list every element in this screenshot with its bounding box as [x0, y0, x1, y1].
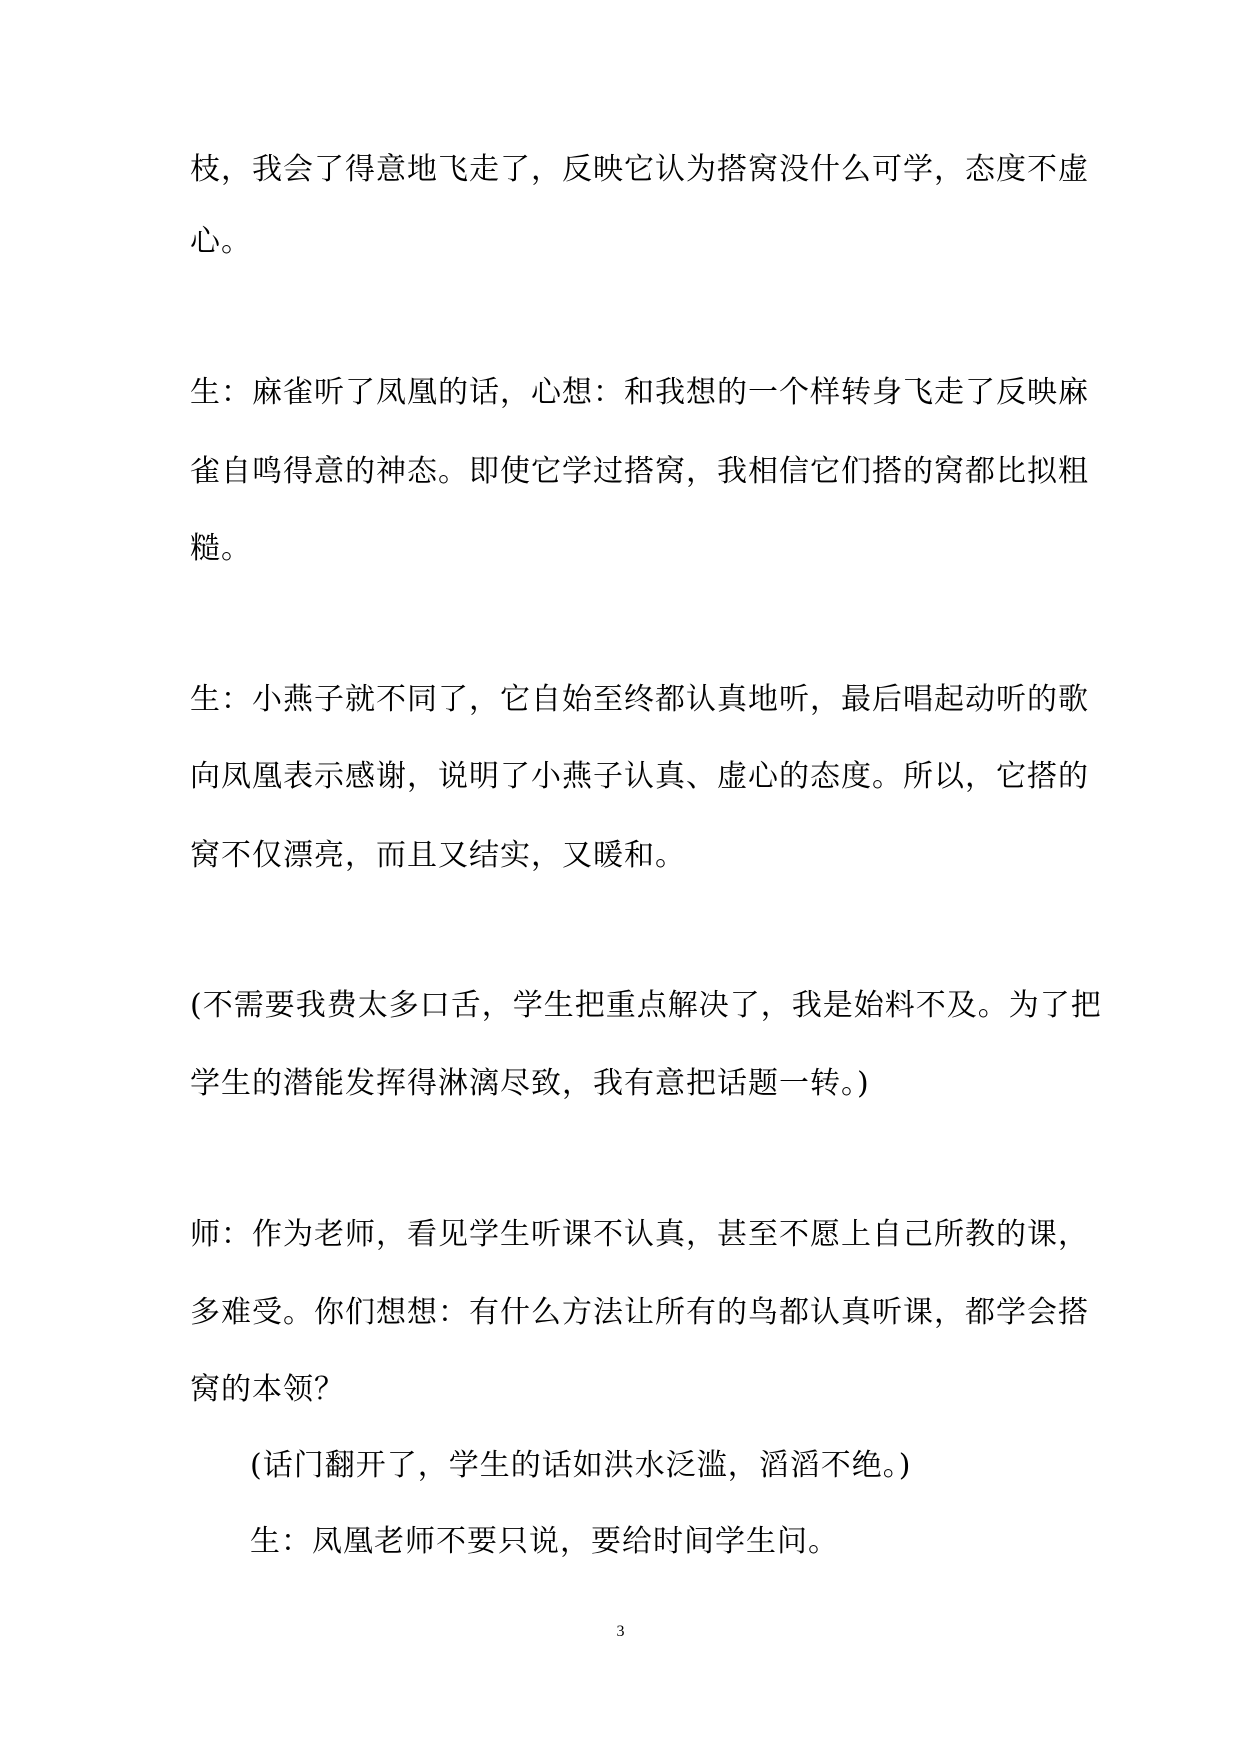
text-line: 雀自鸣得意的神态。即使它学过搭窝，我相信它们搭的窝都比拟粗 [190, 454, 1089, 489]
text-line: 学生的潜能发挥得淋漓尽致，我有意把话题一转。) [190, 1066, 870, 1101]
text-line: 心。 [190, 224, 252, 259]
text-line: 生：小燕子就不同了，它自始至终都认真地听，最后唱起动听的歌 [190, 682, 1089, 717]
page-number: 3 [616, 1623, 625, 1640]
text-line: 枝，我会了得意地飞走了，反映它认为搭窝没什么可学，态度不虚 [190, 152, 1089, 187]
text-line: 师：作为老师，看见学生听课不认真，甚至不愿上自己所教的课， [190, 1217, 1089, 1252]
text-line: 生：麻雀听了凤凰的话，心想：和我想的一个样转身飞走了反映麻 [190, 375, 1089, 410]
text-line: 生：凤凰老师不要只说，要给时间学生问。 [250, 1524, 839, 1559]
text-line: 窝的本领？ [190, 1372, 345, 1407]
text-line: (不需要我费太多口舌，学生把重点解决了，我是始料不及。为了把 [190, 988, 1102, 1023]
text-line: 糙。 [190, 531, 252, 566]
text-line: 多难受。你们想想：有什么方法让所有的鸟都认真听课，都学会搭 [190, 1295, 1089, 1330]
text-line: 窝不仅漂亮，而且又结实，又暖和。 [190, 838, 686, 873]
text-line: (话门翻开了，学生的话如洪水泛滥，滔滔不绝。) [250, 1448, 912, 1483]
text-line: 向凤凰表示感谢，说明了小燕子认真、虚心的态度。所以，它搭的 [190, 759, 1089, 794]
